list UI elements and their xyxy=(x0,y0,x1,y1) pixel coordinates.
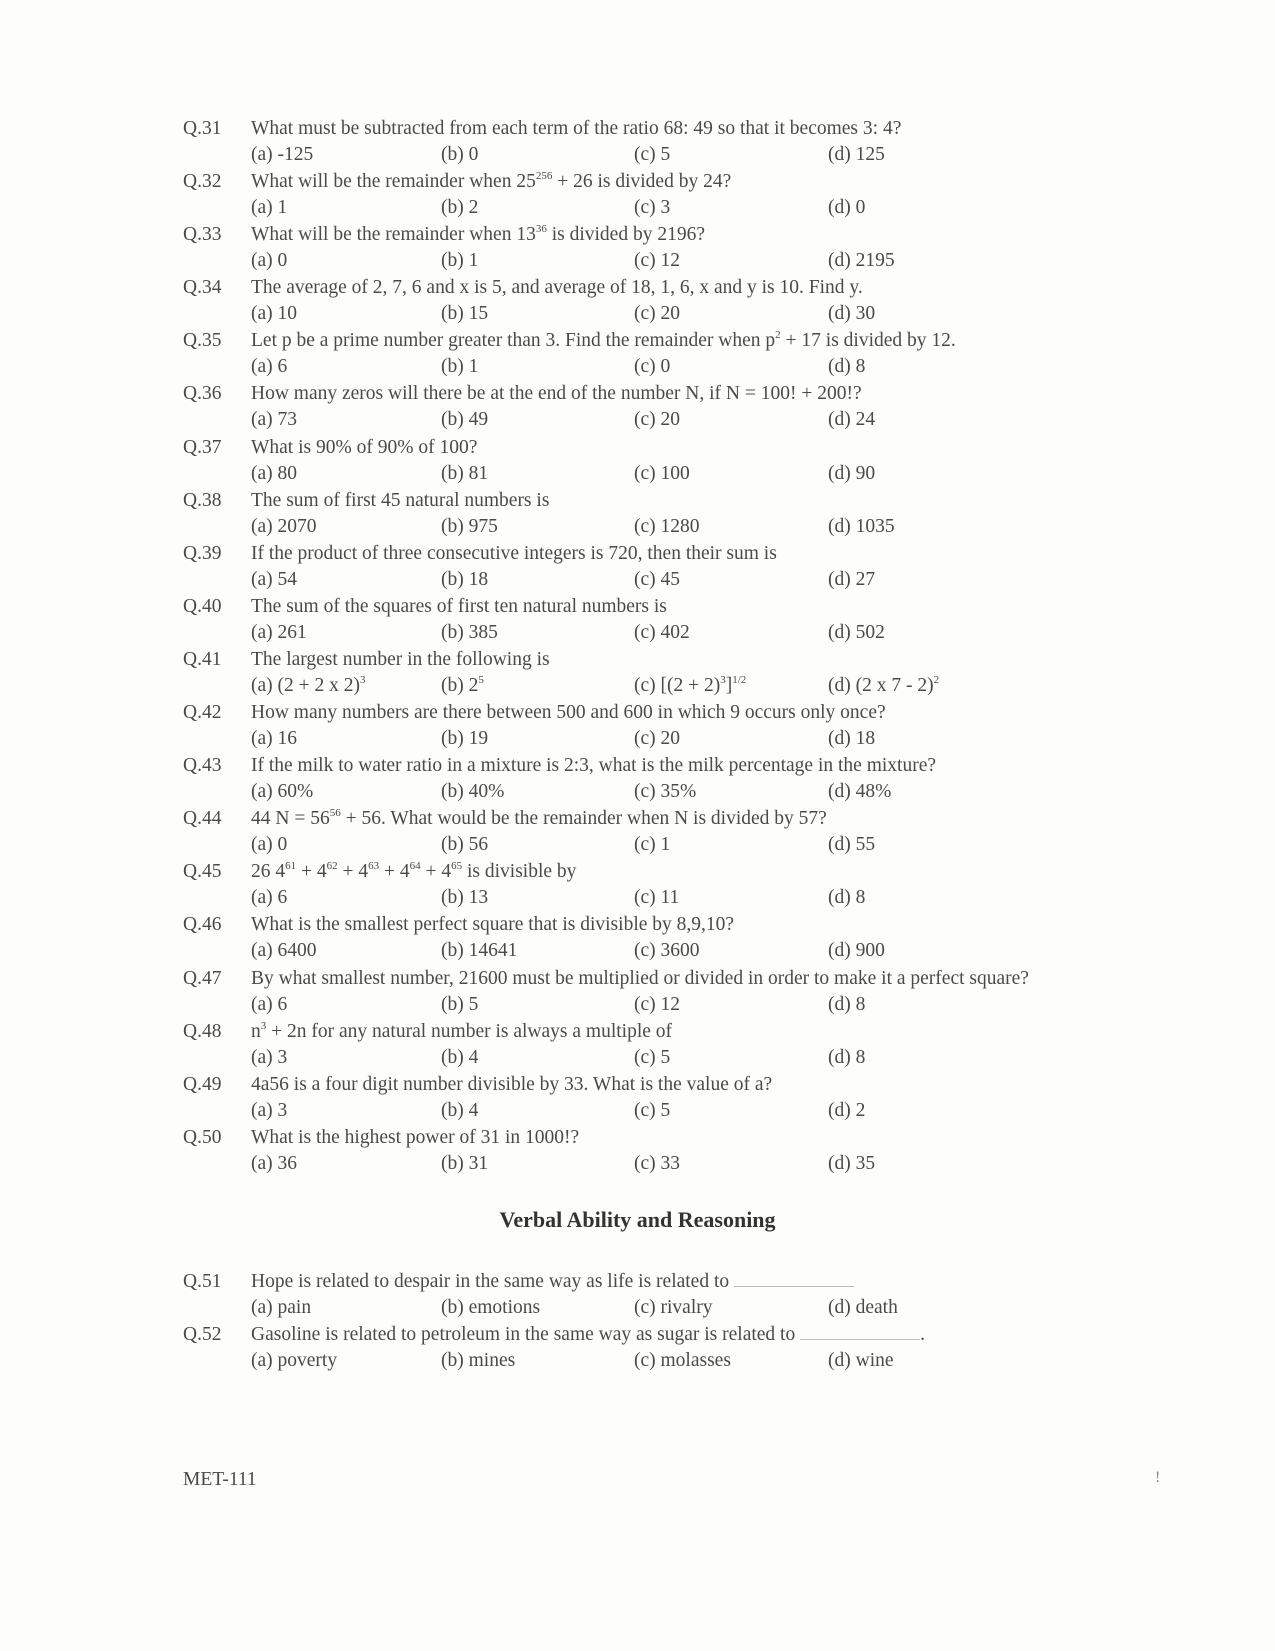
option-a: (a) 80 xyxy=(251,462,298,484)
question-text-part: is divided by 2196? xyxy=(546,224,705,246)
option-b: (b) 385 xyxy=(441,621,498,643)
question-text-part: Let p be a prime number greater than 3. Find the remainder when p xyxy=(251,330,776,352)
option-a: (a) 36 xyxy=(251,1152,298,1174)
question-text-part: The sum of first 45 natural numbers is xyxy=(251,489,550,511)
option-c: (c) 0 xyxy=(634,356,671,378)
option-b: (b) 2 xyxy=(441,197,479,219)
option-c: (c) 20 xyxy=(634,728,681,750)
exponent: 36 xyxy=(535,223,547,236)
question-item xyxy=(183,171,1143,224)
question-text xyxy=(251,755,936,777)
option-b: (b) 4 xyxy=(441,1099,479,1121)
option-b: (b) 5 xyxy=(441,993,479,1015)
question-text-part: 26 4 xyxy=(251,861,286,883)
question-text-part: By what smallest number, 21600 must be multiplied or divided in order to make it a perfect square? xyxy=(251,967,1029,989)
question-number: Q.32 xyxy=(183,171,222,193)
exponent: 2 xyxy=(933,673,940,686)
option-text: (b) 2 xyxy=(441,674,479,696)
question-number: Q.38 xyxy=(183,489,222,511)
question-number: Q.41 xyxy=(183,648,222,670)
option-d: (d) 125 xyxy=(828,144,885,165)
option-b: (b) 4 xyxy=(441,1046,479,1068)
option-a: (a) 6 xyxy=(251,356,288,378)
option-text: (a) (2 + 2 x 2) xyxy=(251,674,361,696)
question-text-part: What will be the remainder when 13 xyxy=(251,224,536,246)
question-item xyxy=(183,1127,1143,1180)
question-item xyxy=(183,543,1143,596)
question-text xyxy=(251,1074,772,1096)
exponent: 63 xyxy=(368,860,380,873)
option-d: (d) 900 xyxy=(828,940,885,962)
option-c: (c) 5 xyxy=(634,144,671,165)
option-b: (b) 49 xyxy=(441,409,489,431)
option-d: (d) 18 xyxy=(828,728,876,750)
option-a: (a) 60% xyxy=(251,781,314,803)
option-c: (c) 3 xyxy=(634,197,671,219)
option-a: (a) 6 xyxy=(251,887,288,909)
question-number: Q.51 xyxy=(183,1271,222,1292)
question-text xyxy=(251,543,777,565)
footer-code: MET-111 xyxy=(183,1469,257,1490)
question-item xyxy=(183,330,1143,383)
option-a: (a) 261 xyxy=(251,621,307,643)
question-text xyxy=(251,596,667,618)
question-text xyxy=(251,330,956,352)
option-c: (c) 12 xyxy=(634,993,681,1015)
exponent: 3 xyxy=(360,673,366,686)
question-number: Q.47 xyxy=(183,967,222,989)
question-text-part: If the milk to water ratio in a mixture is 2:3, what is the milk percentage in the mixture? xyxy=(251,755,937,777)
answer-blank xyxy=(800,1339,920,1340)
option-d: (d) 55 xyxy=(828,834,876,856)
exponent: 2 xyxy=(775,329,781,342)
option-a: (a) 16 xyxy=(251,728,298,750)
question-text-part: What must be subtracted from each term of the ratio 68: 49 so that it becomes 3: 4? xyxy=(251,118,902,139)
question-list-quant xyxy=(183,118,1143,1180)
exponent: 256 xyxy=(535,170,553,183)
option-a xyxy=(251,675,366,697)
option-d: (d) wine xyxy=(828,1350,894,1372)
option-a: (a) pain xyxy=(251,1297,312,1318)
question-text xyxy=(251,914,734,936)
question-text-part: n xyxy=(251,1020,261,1042)
question-item xyxy=(183,649,1143,702)
option-c: (c) 402 xyxy=(634,621,690,643)
option-d: (d) 502 xyxy=(828,621,885,643)
exponent: 64 xyxy=(409,860,421,873)
question-text xyxy=(251,437,477,459)
option-c: (c) 12 xyxy=(634,250,681,272)
option-b: (b) 18 xyxy=(441,568,489,590)
question-text xyxy=(251,649,550,671)
option-a: (a) poverty xyxy=(251,1350,338,1372)
question-item xyxy=(183,490,1143,543)
question-text-part: The largest number in the following is xyxy=(251,648,550,670)
question-text xyxy=(251,702,886,724)
question-text-part: The average of 2, 7, 6 and x is 5, and average of 18, 1, 6, x and y is 10. Find y. xyxy=(251,277,863,299)
option-c: (c) 1 xyxy=(634,834,671,856)
question-text-part: If the product of three consecutive integers is 720, then their sum is xyxy=(251,542,777,564)
question-text xyxy=(251,861,576,883)
option-d: (d) 8 xyxy=(828,993,866,1015)
option-c: (c) 5 xyxy=(634,1099,671,1121)
question-text-part: + 56. What would be the remainder when N is divided by 57? xyxy=(340,808,827,830)
question-number: Q.48 xyxy=(183,1020,222,1042)
question-item xyxy=(183,383,1143,436)
option-a: (a) 54 xyxy=(251,568,298,590)
exponent: 65 xyxy=(451,860,463,873)
question-text-part: + 2n for any natural number is always a multiple of xyxy=(266,1020,673,1042)
option-c: (c) 3600 xyxy=(634,940,700,962)
question-number: Q.42 xyxy=(183,702,222,724)
question-item xyxy=(183,1271,1143,1324)
option-d: (d) 35 xyxy=(828,1152,876,1174)
question-text xyxy=(251,1324,925,1346)
question-item xyxy=(183,1021,1143,1074)
question-number: Q.33 xyxy=(183,224,222,246)
question-text-part: + 4 xyxy=(337,861,369,883)
page-mark: ! xyxy=(1155,1469,1161,1486)
option-d: (d) 27 xyxy=(828,568,876,590)
option-c: (c) 11 xyxy=(634,887,680,909)
question-text-part: What will be the remainder when 25 xyxy=(251,171,536,193)
option-c xyxy=(634,675,746,697)
option-a: (a) 73 xyxy=(251,409,298,431)
option-d: (d) 0 xyxy=(828,197,866,219)
question-text-part: What is the smallest perfect square that is divisible by 8,9,10? xyxy=(251,914,735,936)
question-item xyxy=(183,1074,1143,1127)
question-item xyxy=(183,437,1143,490)
option-a: (a) 3 xyxy=(251,1046,288,1068)
option-b: (b) 40% xyxy=(441,781,505,803)
question-text-part: The sum of the squares of first ten natural numbers is xyxy=(251,595,667,617)
option-c: (c) 45 xyxy=(634,568,681,590)
question-text-part: + 4 xyxy=(420,861,452,883)
option-b: (b) 15 xyxy=(441,303,489,325)
option-d: (d) 90 xyxy=(828,462,876,484)
exponent: 62 xyxy=(326,860,338,873)
question-number: Q.52 xyxy=(183,1324,222,1346)
question-item xyxy=(183,596,1143,649)
exponent: 56 xyxy=(329,807,341,820)
question-number: Q.49 xyxy=(183,1073,222,1095)
question-text xyxy=(251,171,731,193)
question-text-part: + 17 is divided by 12. xyxy=(780,330,956,352)
question-item xyxy=(183,1324,1143,1377)
question-text xyxy=(251,383,862,405)
option-c: (c) 20 xyxy=(634,303,681,325)
option-c: (c) molasses xyxy=(634,1350,731,1372)
question-text-part: Gasoline is related to petroleum in the same way as sugar is related to xyxy=(251,1324,796,1346)
question-item xyxy=(183,118,1143,171)
question-text xyxy=(251,808,827,830)
option-b: (b) 19 xyxy=(441,728,489,750)
question-number: Q.43 xyxy=(183,755,222,777)
question-text-part: 4a56 is a four digit number divisible by 33. What is the value of a? xyxy=(251,1073,773,1095)
question-number: Q.39 xyxy=(183,542,222,564)
question-item xyxy=(183,914,1143,967)
option-c: (c) 33 xyxy=(634,1152,681,1174)
option-c: (c) 5 xyxy=(634,1046,671,1068)
question-text-part: + 26 is divided by 24? xyxy=(552,171,732,193)
question-text-part: What is the highest power of 31 in 1000!? xyxy=(251,1126,580,1148)
option-b: (b) 0 xyxy=(441,144,479,165)
question-text-part: + 4 xyxy=(296,861,327,883)
option-c: (c) rivalry xyxy=(634,1297,713,1318)
exponent: 5 xyxy=(478,673,484,686)
question-item xyxy=(183,861,1143,914)
option-a: (a) -125 xyxy=(251,144,314,165)
question-item xyxy=(183,277,1143,330)
question-text xyxy=(251,118,901,140)
option-a: (a) 6 xyxy=(251,993,288,1015)
option-a: (a) 1 xyxy=(251,197,288,219)
question-number: Q.35 xyxy=(183,330,222,352)
question-text-part: How many numbers are there between 500 and 600 in which 9 occurs only once? xyxy=(251,702,886,724)
question-item xyxy=(183,702,1143,755)
question-item xyxy=(183,224,1143,277)
option-b: (b) 56 xyxy=(441,834,489,856)
question-text xyxy=(251,1127,579,1149)
option-a: (a) 0 xyxy=(251,250,288,272)
option-a: (a) 0 xyxy=(251,834,288,856)
option-text: (d) (2 x 7 - 2) xyxy=(828,674,934,696)
question-text-part: . xyxy=(920,1324,925,1346)
exponent: 61 xyxy=(285,860,297,873)
option-d xyxy=(828,675,939,697)
question-number: Q.31 xyxy=(183,118,222,139)
exponent: 1/2 xyxy=(732,673,747,686)
question-text xyxy=(251,224,705,246)
option-d: (d) 24 xyxy=(828,409,876,431)
exponent: 3 xyxy=(720,673,726,686)
option-d: (d) 1035 xyxy=(828,515,895,537)
option-b xyxy=(441,675,484,697)
option-d: (d) 8 xyxy=(828,1046,866,1068)
option-c: (c) 1280 xyxy=(634,515,700,537)
question-text xyxy=(251,1271,854,1293)
option-d: (d) 8 xyxy=(828,887,866,909)
answer-blank xyxy=(734,1286,854,1287)
question-text-part: Hope is related to despair in the same way as life is related to xyxy=(251,1271,730,1292)
option-d: (d) 48% xyxy=(828,781,892,803)
question-text xyxy=(251,1021,672,1043)
question-list-verbal xyxy=(183,1271,1143,1377)
question-number: Q.40 xyxy=(183,595,222,617)
question-number: Q.34 xyxy=(183,277,222,299)
exponent: 3 xyxy=(260,1019,267,1032)
question-item xyxy=(183,968,1143,1021)
question-text-part: + 4 xyxy=(379,861,410,883)
question-number: Q.45 xyxy=(183,861,222,883)
question-number: Q.50 xyxy=(183,1126,222,1148)
question-text-part: How many zeros will there be at the end of the number N, if N = 100! + 200!? xyxy=(251,383,862,405)
option-c: (c) 35% xyxy=(634,781,697,803)
option-c: (c) 20 xyxy=(634,409,681,431)
option-c: (c) 100 xyxy=(634,462,690,484)
question-number: Q.46 xyxy=(183,914,222,936)
option-b: (b) 31 xyxy=(441,1152,489,1174)
option-b: (b) 13 xyxy=(441,887,489,909)
option-text: ] xyxy=(725,674,733,696)
option-a: (a) 3 xyxy=(251,1099,288,1121)
option-d: (d) 2195 xyxy=(828,250,895,272)
question-text-part: is divisible by xyxy=(462,861,577,883)
option-b: (b) 1 xyxy=(441,356,479,378)
option-d: (d) 2 xyxy=(828,1099,866,1121)
question-item xyxy=(183,755,1143,808)
option-a: (a) 2070 xyxy=(251,515,317,537)
option-b: (b) emotions xyxy=(441,1297,541,1318)
question-text xyxy=(251,968,1029,990)
option-b: (b) 81 xyxy=(441,462,489,484)
question-text-part: What is 90% of 90% of 100? xyxy=(251,436,478,458)
option-d: (d) 30 xyxy=(828,303,876,325)
question-text xyxy=(251,490,549,512)
question-item xyxy=(183,808,1143,861)
question-number: Q.44 xyxy=(183,808,222,830)
option-b: (b) 1 xyxy=(441,250,479,272)
option-b: (b) mines xyxy=(441,1350,516,1372)
question-text xyxy=(251,277,863,299)
question-number: Q.37 xyxy=(183,436,222,458)
option-text: (c) [(2 + 2) xyxy=(634,674,721,696)
option-d: (d) death xyxy=(828,1297,898,1318)
question-text-part: 44 N = 56 xyxy=(251,808,330,830)
option-b: (b) 975 xyxy=(441,515,498,537)
option-d: (d) 8 xyxy=(828,356,866,378)
question-number: Q.36 xyxy=(183,383,222,405)
option-a: (a) 6400 xyxy=(251,940,317,962)
option-b: (b) 14641 xyxy=(441,940,518,962)
option-a: (a) 10 xyxy=(251,303,298,325)
section-title: Verbal Ability and Reasoning xyxy=(499,1207,776,1232)
